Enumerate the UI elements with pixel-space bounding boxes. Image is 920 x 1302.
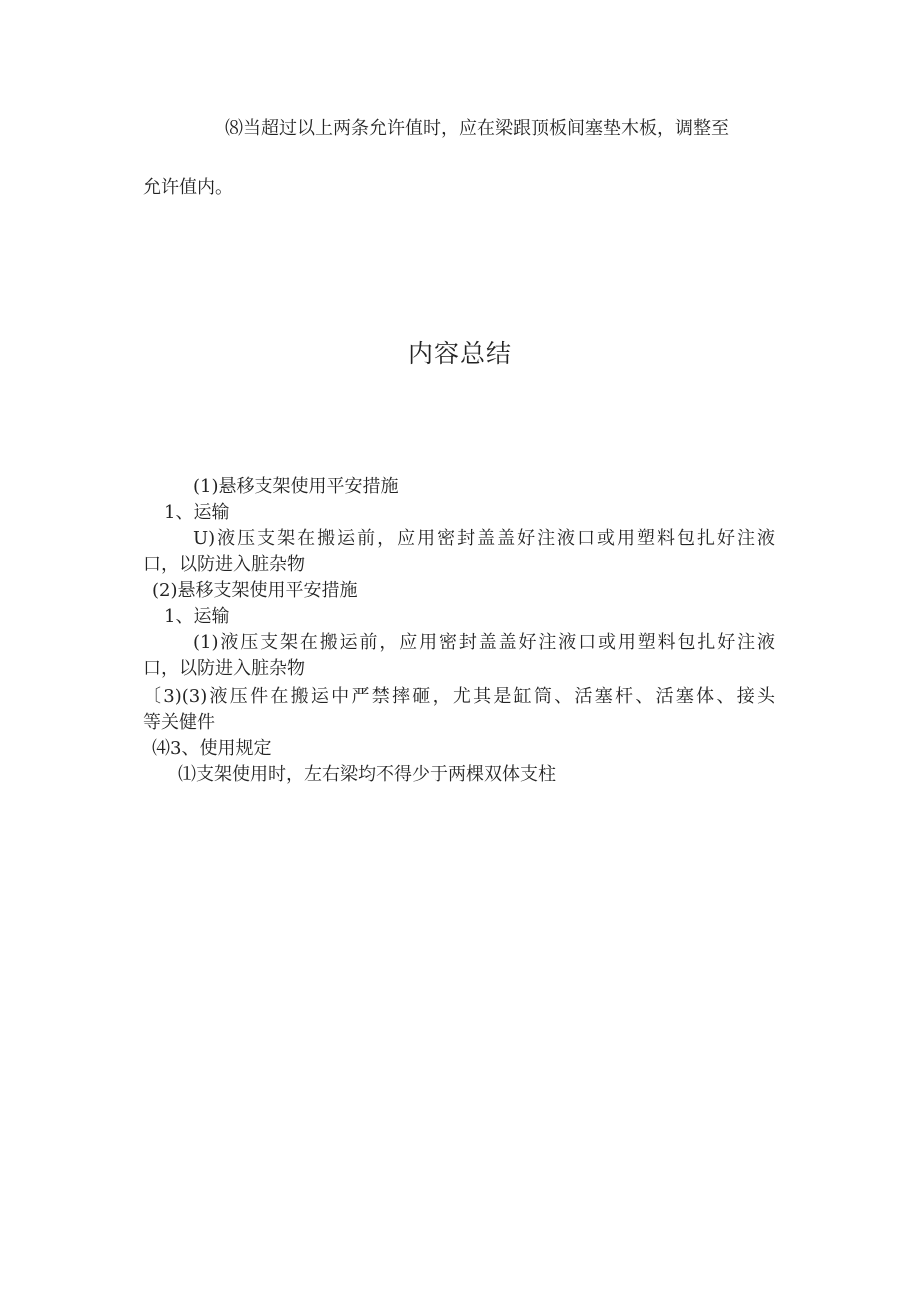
summary-line-8: 口，以防进入脏杂物 bbox=[143, 658, 305, 679]
summary-line-6: 1、运输 bbox=[164, 606, 230, 627]
summary-line-11: ⑷3、使用规定 bbox=[152, 738, 272, 759]
summary-title: 内容总结 bbox=[407, 339, 512, 368]
summary-line-7: (1)液压支架在搬运前，应用密封盖盖好注液口或用塑料包扎好注液 bbox=[193, 632, 775, 653]
summary-line-5: (2)悬移支架使用平安措施 bbox=[152, 580, 358, 601]
summary-line-1: (1)悬移支架使用平安措施 bbox=[193, 476, 399, 497]
paragraph-line-1: ⑻当超过以上两条允许值时，应在梁跟顶板间塞垫木板，调整至 bbox=[225, 118, 729, 139]
paragraph-line-2: 允许值内。 bbox=[143, 177, 233, 198]
summary-line-2: 1、运输 bbox=[164, 502, 230, 523]
summary-line-12: ⑴支架使用时，左右梁均不得少于两棵双体支柱 bbox=[178, 764, 556, 785]
summary-line-4: 口，以防进入脏杂物 bbox=[143, 554, 305, 575]
summary-line-10: 等关健件 bbox=[143, 712, 215, 733]
summary-line-3: U)液压支架在搬运前，应用密封盖盖好注液口或用塑料包扎好注液 bbox=[193, 528, 775, 549]
summary-line-9: 〔3)(3)液压件在搬运中严禁摔砸，尤其是缸筒、活塞杆、活塞体、接头 bbox=[143, 686, 775, 707]
